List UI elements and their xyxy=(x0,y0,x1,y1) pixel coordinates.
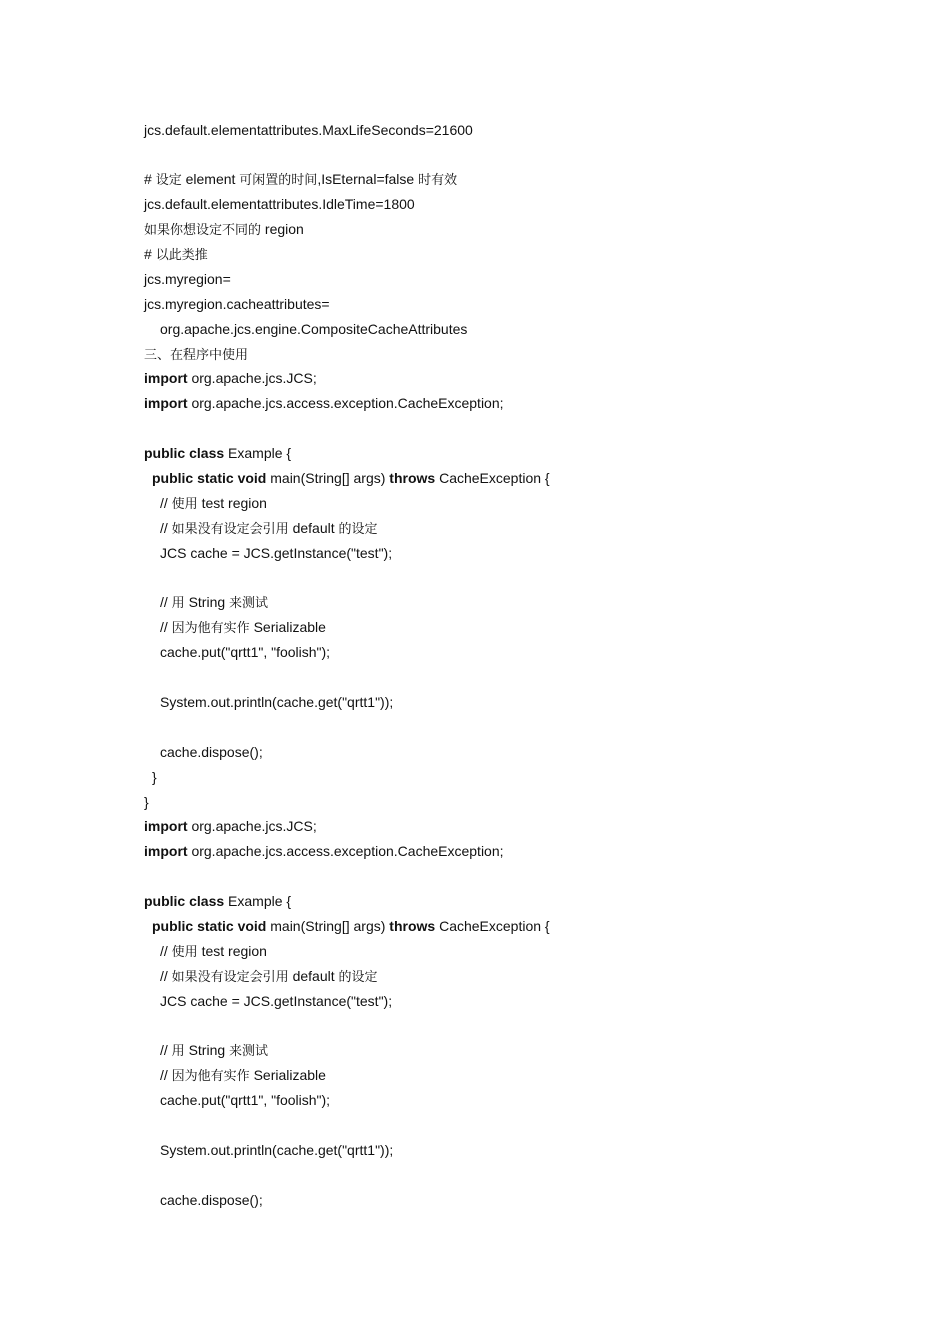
config-line-max-life xyxy=(144,118,904,143)
config-comment-idle xyxy=(144,167,904,192)
comment-en: Serializable xyxy=(249,619,326,636)
blank-line xyxy=(144,142,904,167)
code-text: CacheException { xyxy=(435,469,550,486)
code-put xyxy=(144,1088,904,1113)
code-import-jcs xyxy=(144,814,904,839)
config-line-myregion-cacheattr xyxy=(144,292,904,317)
blank-line xyxy=(144,566,904,591)
config-text: jcs.myregion= xyxy=(144,270,231,287)
code-text: } xyxy=(152,768,157,785)
blank-line xyxy=(144,1163,904,1188)
code-main-sig xyxy=(144,466,904,491)
keyword: throws xyxy=(389,469,436,486)
blank-line xyxy=(144,1113,904,1138)
comment-cn: 可闲置的时间 xyxy=(239,173,318,189)
code-text: cache.put("qrtt1", "foolish"); xyxy=(160,644,331,661)
code-main-sig xyxy=(144,914,904,939)
comment-cn: 来测试 xyxy=(229,1044,269,1060)
comment-cn: 用 xyxy=(171,1044,185,1060)
code-get-instance xyxy=(144,989,904,1014)
document-body xyxy=(144,118,904,1213)
code-println xyxy=(144,690,904,715)
code-text: } xyxy=(144,793,149,810)
comment-en: element xyxy=(181,171,240,188)
keyword: import xyxy=(144,370,188,387)
keyword: public static void xyxy=(152,918,267,934)
comment-slash: // xyxy=(160,942,172,959)
code-get-instance xyxy=(144,541,904,566)
comment-en: ,IsEternal=false xyxy=(317,171,419,188)
keyword: import xyxy=(144,395,188,412)
code-text: System.out.println(cache.get("qrtt1")); xyxy=(160,1142,394,1159)
comment-cn: 因为他有实作 xyxy=(171,621,250,637)
comment-cn: 使用 xyxy=(171,944,198,960)
comment-slash: // xyxy=(160,1067,172,1084)
comment-en: test region xyxy=(197,494,267,511)
comment-en: String xyxy=(184,594,230,611)
blank-line xyxy=(144,1014,904,1039)
code-text: cache.dispose(); xyxy=(160,743,263,760)
code-comment xyxy=(144,590,904,615)
blank-line xyxy=(144,416,904,441)
code-import-jcs xyxy=(144,366,904,391)
comment-slash: // xyxy=(160,1042,172,1059)
comment-en: default xyxy=(288,519,339,536)
keyword: public class xyxy=(144,445,225,462)
note-en: region xyxy=(261,221,304,238)
comment-en: Serializable xyxy=(249,1067,326,1084)
comment-cn: 时有效 xyxy=(418,173,458,189)
config-line-composite-attr xyxy=(144,317,904,342)
keyword: import xyxy=(144,843,188,860)
section-heading xyxy=(144,342,904,367)
code-comment xyxy=(144,964,904,989)
code-comment xyxy=(144,491,904,516)
comment-cn: 因为他有实作 xyxy=(171,1069,250,1085)
comment-cn: 的设定 xyxy=(338,969,378,985)
code-import-exception xyxy=(144,391,904,416)
code-println xyxy=(144,1138,904,1163)
code-comment xyxy=(144,1038,904,1063)
config-text: jcs.default.elementattributes.IdleTime=1800 xyxy=(144,196,415,213)
code-text: org.apache.jcs.access.exception.CacheException; xyxy=(187,843,504,860)
code-text: cache.put("qrtt1", "foolish"); xyxy=(160,1092,331,1109)
code-close-method xyxy=(144,765,904,790)
comment-cn: 如果没有设定会引用 xyxy=(171,969,289,985)
code-put xyxy=(144,640,904,665)
code-comment xyxy=(144,939,904,964)
code-text: org.apache.jcs.access.exception.CacheException; xyxy=(187,395,504,412)
comment-en: String xyxy=(184,1042,230,1059)
note-cn: 如果你想设定不同的 xyxy=(144,223,262,239)
hash: # xyxy=(144,245,156,262)
config-line-idle-time xyxy=(144,192,904,217)
code-text: main(String[] args) xyxy=(266,918,390,934)
comment-slash: // xyxy=(160,494,172,511)
comment-cn: 来测试 xyxy=(229,596,269,612)
comment-en: test region xyxy=(197,942,267,959)
code-text: main(String[] args) xyxy=(266,469,390,486)
comment-slash: // xyxy=(160,519,172,536)
keyword: public class xyxy=(144,893,225,910)
code-text: JCS cache = JCS.getInstance("test"); xyxy=(160,544,393,561)
heading-text: 三、在程序中使用 xyxy=(144,347,249,363)
code-dispose xyxy=(144,740,904,765)
code-comment xyxy=(144,516,904,541)
config-comment-analog xyxy=(144,242,904,267)
comment-cn: 使用 xyxy=(171,496,198,512)
code-class-decl xyxy=(144,889,904,914)
code-text: org.apache.jcs.JCS; xyxy=(187,370,317,387)
code-import-exception xyxy=(144,839,904,864)
blank-line xyxy=(144,665,904,690)
hash: # xyxy=(144,171,156,188)
comment-cn: 以此类推 xyxy=(155,247,208,263)
config-text: org.apache.jcs.engine.CompositeCacheAttributes xyxy=(160,320,468,337)
config-text: jcs.myregion.cacheattributes= xyxy=(144,295,330,312)
code-comment xyxy=(144,615,904,640)
code-text: JCS cache = JCS.getInstance("test"); xyxy=(160,992,393,1009)
code-text: Example { xyxy=(224,893,292,910)
code-text: cache.dispose(); xyxy=(160,1191,263,1208)
code-text: CacheException { xyxy=(435,918,550,934)
blank-line xyxy=(144,715,904,740)
comment-slash: // xyxy=(160,619,172,636)
code-close-class xyxy=(144,790,904,815)
code-class-decl xyxy=(144,441,904,466)
comment-cn: 如果没有设定会引用 xyxy=(171,521,289,537)
blank-line xyxy=(144,864,904,889)
comment-cn: 的设定 xyxy=(338,521,378,537)
code-text: System.out.println(cache.get("qrtt1")); xyxy=(160,693,394,710)
keyword: public static void xyxy=(152,469,267,486)
code-text: org.apache.jcs.JCS; xyxy=(187,818,317,835)
keyword: throws xyxy=(389,918,436,934)
config-line-myregion xyxy=(144,267,904,292)
config-text: jcs.default.elementattributes.MaxLifeSeconds=21600 xyxy=(144,121,473,138)
region-note xyxy=(144,217,904,242)
comment-slash: // xyxy=(160,967,172,984)
code-text: Example { xyxy=(224,445,292,462)
comment-slash: // xyxy=(160,594,172,611)
keyword: import xyxy=(144,818,188,835)
code-dispose xyxy=(144,1188,904,1213)
code-comment xyxy=(144,1063,904,1088)
comment-cn: 用 xyxy=(171,596,185,612)
comment-en: default xyxy=(288,967,339,984)
comment-cn: 设定 xyxy=(155,173,182,189)
